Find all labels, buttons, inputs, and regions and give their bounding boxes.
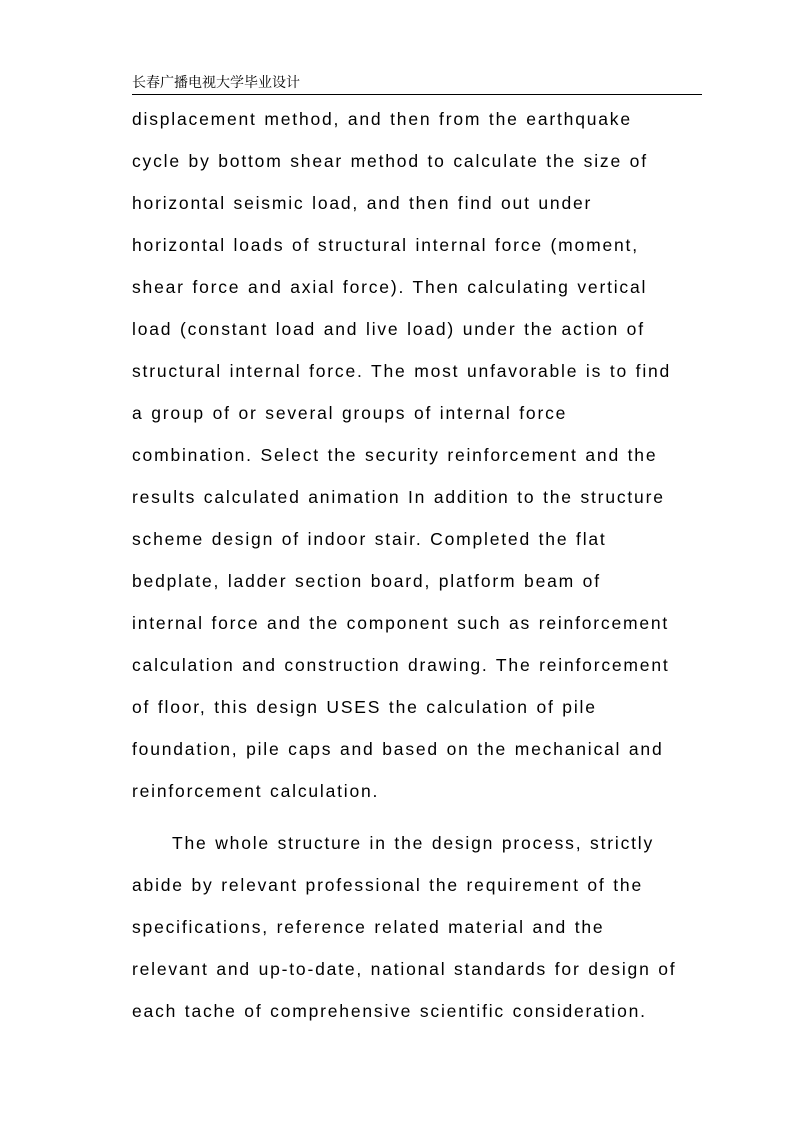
text-line: calculation and construction drawing. The reinforcement (132, 655, 670, 675)
text-line: of floor, this design USES the calculation of pile (132, 697, 597, 717)
text-line: structural internal force. The most unfavorable is to find (132, 361, 672, 381)
header-title: 长春广播电视大学毕业设计 (132, 75, 300, 91)
text-line: cycle by bottom shear method to calculate the size of (132, 151, 648, 171)
text-line: combination. Select the security reinforcement and the (132, 445, 658, 465)
text-line: internal force and the component such as reinforcement (132, 613, 670, 633)
text-line: bedplate, ladder section board, platform beam of (132, 571, 601, 591)
text-line: foundation, pile caps and based on the mechanical and (132, 739, 664, 759)
text-line: scheme design of indoor stair. Completed the flat (132, 529, 607, 549)
text-line: a group of or several groups of internal force (132, 403, 568, 423)
text-line: displacement method, and then from the earthquake (132, 109, 632, 129)
text-line: load (constant load and live load) under the action of (132, 319, 645, 339)
text-line: horizontal seismic load, and then find out under (132, 193, 593, 213)
paragraph-2 (132, 822, 712, 1032)
text-line: shear force and axial force). Then calculating vertical (132, 277, 648, 297)
text-line: horizontal loads of structural internal force (moment, (132, 235, 639, 255)
text-line: relevant and up-to-date, national standards for design of (132, 959, 677, 979)
text-line: results calculated animation In addition to the structure (132, 487, 665, 507)
paragraph-1 (132, 98, 712, 812)
text-line: abide by relevant professional the requirement of the (132, 875, 643, 895)
text-line: The whole structure in the design process, strictly (172, 833, 655, 853)
text-line: specifications, reference related material and the (132, 917, 605, 937)
text-line: reinforcement calculation. (132, 781, 380, 801)
text-line: each tache of comprehensive scientific consideration. (132, 1001, 647, 1021)
page-header (132, 74, 702, 95)
